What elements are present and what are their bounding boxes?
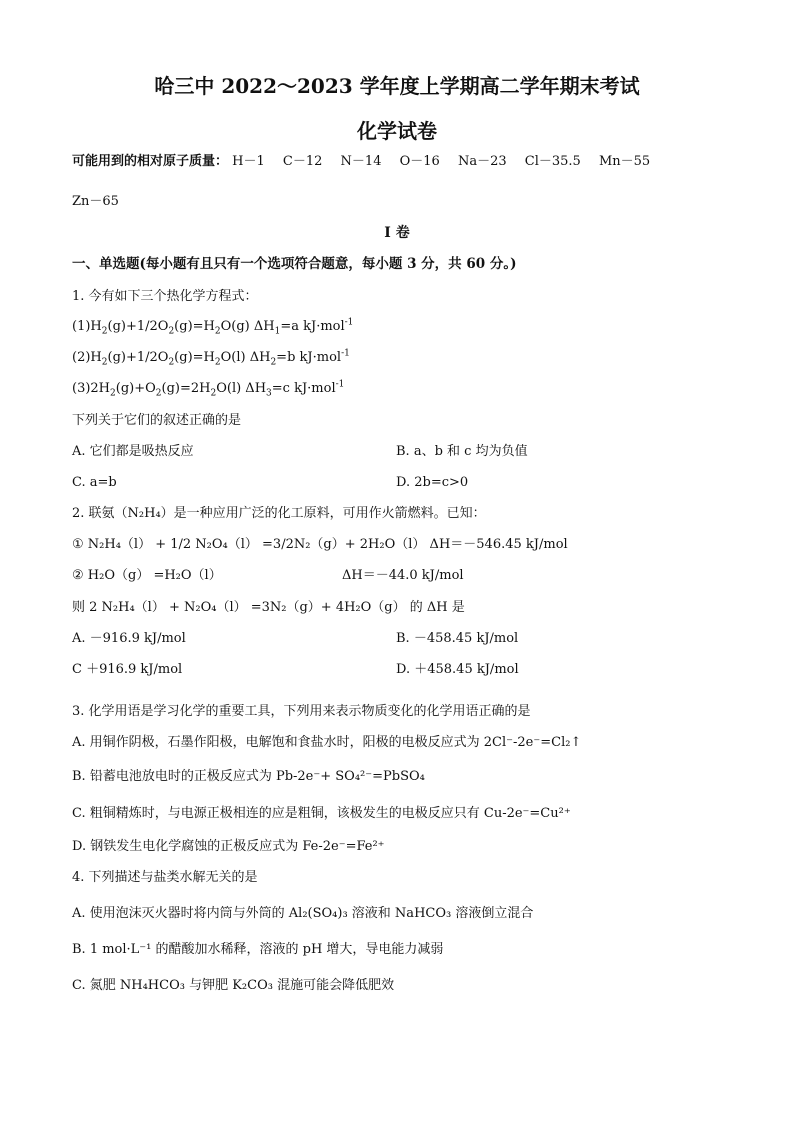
q1-option-a[interactable]: A. 它们都是吸热反应	[72, 444, 194, 459]
q2-stem: 2. 联氨（N₂H₄）是一种应用广泛的化工原料，可用作火箭燃料。已知：	[72, 506, 486, 521]
section-heading: I 卷	[384, 225, 410, 241]
q2-reaction-2-dh: ΔH＝－44.0 kJ/mol	[342, 568, 464, 583]
q3-option-c[interactable]: C. 粗铜精炼时，与电源正极相连的应是粗铜，该极发生的电极反应只有 Cu-2e⁻=Cu²⁺	[72, 806, 571, 821]
q3-option-b[interactable]: B. 铅蓄电池放电时的正极反应式为 Pb-2e⁻+ SO₄²⁻=PbSO₄	[72, 769, 425, 784]
q2-option-c[interactable]: C ＋916.9 kJ/mol	[72, 662, 183, 677]
q2-option-a[interactable]: A. －916.9 kJ/mol	[72, 631, 186, 646]
q4-option-b[interactable]: B. 1 mol·L⁻¹ 的醋酸加水稀释，溶液的 pH 增大，导电能力减弱	[72, 942, 444, 957]
q3-option-d[interactable]: D. 钢铁发生电化学腐蚀的正极反应式为 Fe-2e⁻=Fe²⁺	[72, 839, 385, 854]
q1-option-c[interactable]: C. a=b	[72, 475, 117, 490]
mass-na: Na－23	[457, 154, 507, 169]
q1-eq1: $(1)H_2(g)+1/2O_2(g)=H_2O(g)$ $\Delta H_1=a$ kJ·mol$^{-1}$	[72, 317, 354, 337]
q3-stem: 3. 化学用语是学习化学的重要工具，下列用来表示物质变化的化学用语正确的是	[72, 704, 531, 719]
q1-stem: 1. 今有如下三个热化学方程式：	[72, 289, 258, 304]
mass-c: C－12	[282, 154, 323, 169]
q1-question: 下列关于它们的叙述正确的是	[72, 413, 242, 428]
q1-eq2: $(2)H_2(g)+1/2O_2(g)=H_2O(l)$ $\Delta H_2=b$ kJ·mol$^{-1}$	[72, 348, 350, 368]
q2-option-b[interactable]: B. －458.45 kJ/mol	[396, 631, 519, 646]
atomic-mass-line	[72, 153, 664, 171]
q2-reaction-1: ① N₂H₄（l） + 1/2 N₂O₄（l） =3/2N₂（g）+ 2H₂O（l） ΔH＝－546.45 kJ/mol	[72, 537, 568, 552]
mass-cl: Cl－35.5	[524, 154, 581, 169]
q4-option-a[interactable]: A. 使用泡沫灭火器时将内筒与外筒的 Al₂(SO₄)₃ 溶液和 NaHCO₃ 溶液倒立混合	[72, 906, 534, 921]
mass-n: N－14	[340, 154, 382, 169]
q3-option-a[interactable]: A. 用铜作阴极，石墨作阳极，电解饱和食盐水时，阳极的电极反应式为 2Cl⁻-2e⁻=Cl₂↑	[72, 735, 582, 750]
mass-zn: Zn－65	[72, 194, 119, 209]
q1-option-d[interactable]: D. 2b=c>0	[396, 475, 469, 490]
exam-subtitle: 化学试卷	[357, 119, 437, 143]
mass-h: H－1	[232, 154, 265, 169]
section-title: 一、单选题(每小题有且只有一个选项符合题意，每小题 3 分，共 60 分。)	[72, 256, 517, 272]
q4-option-c[interactable]: C. 氮肥 NH₄HCO₃ 与钾肥 K₂CO₃ 混施可能会降低肥效	[72, 978, 395, 993]
q2-question: 则 2 N₂H₄（l） + N₂O₄（l） =3N₂（g）+ 4H₂O（g） 的 ΔH 是	[72, 600, 465, 615]
q2-reaction-2: ② H₂O（g） =H₂O（l）	[72, 568, 222, 583]
q1-eq3: $(3)2H_2(g)+O_2(g)=2H_2O(l)$ $\Delta H_3=c$ kJ·mol$^{-1}$	[72, 379, 345, 399]
atomic-mass-label: 可能用到的相对原子质量：	[72, 154, 229, 169]
q2-option-d[interactable]: D. ＋458.45 kJ/mol	[396, 662, 519, 677]
mass-mn: Mn－55	[598, 154, 651, 169]
q4-stem: 4. 下列描述与盐类水解无关的是	[72, 870, 258, 885]
mass-o: O－16	[399, 154, 440, 169]
exam-title: 哈三中 2022～2023 学年度上学期高二学年期末考试	[154, 74, 640, 98]
q1-option-b[interactable]: B. a、b 和 c 均为负值	[396, 444, 528, 459]
